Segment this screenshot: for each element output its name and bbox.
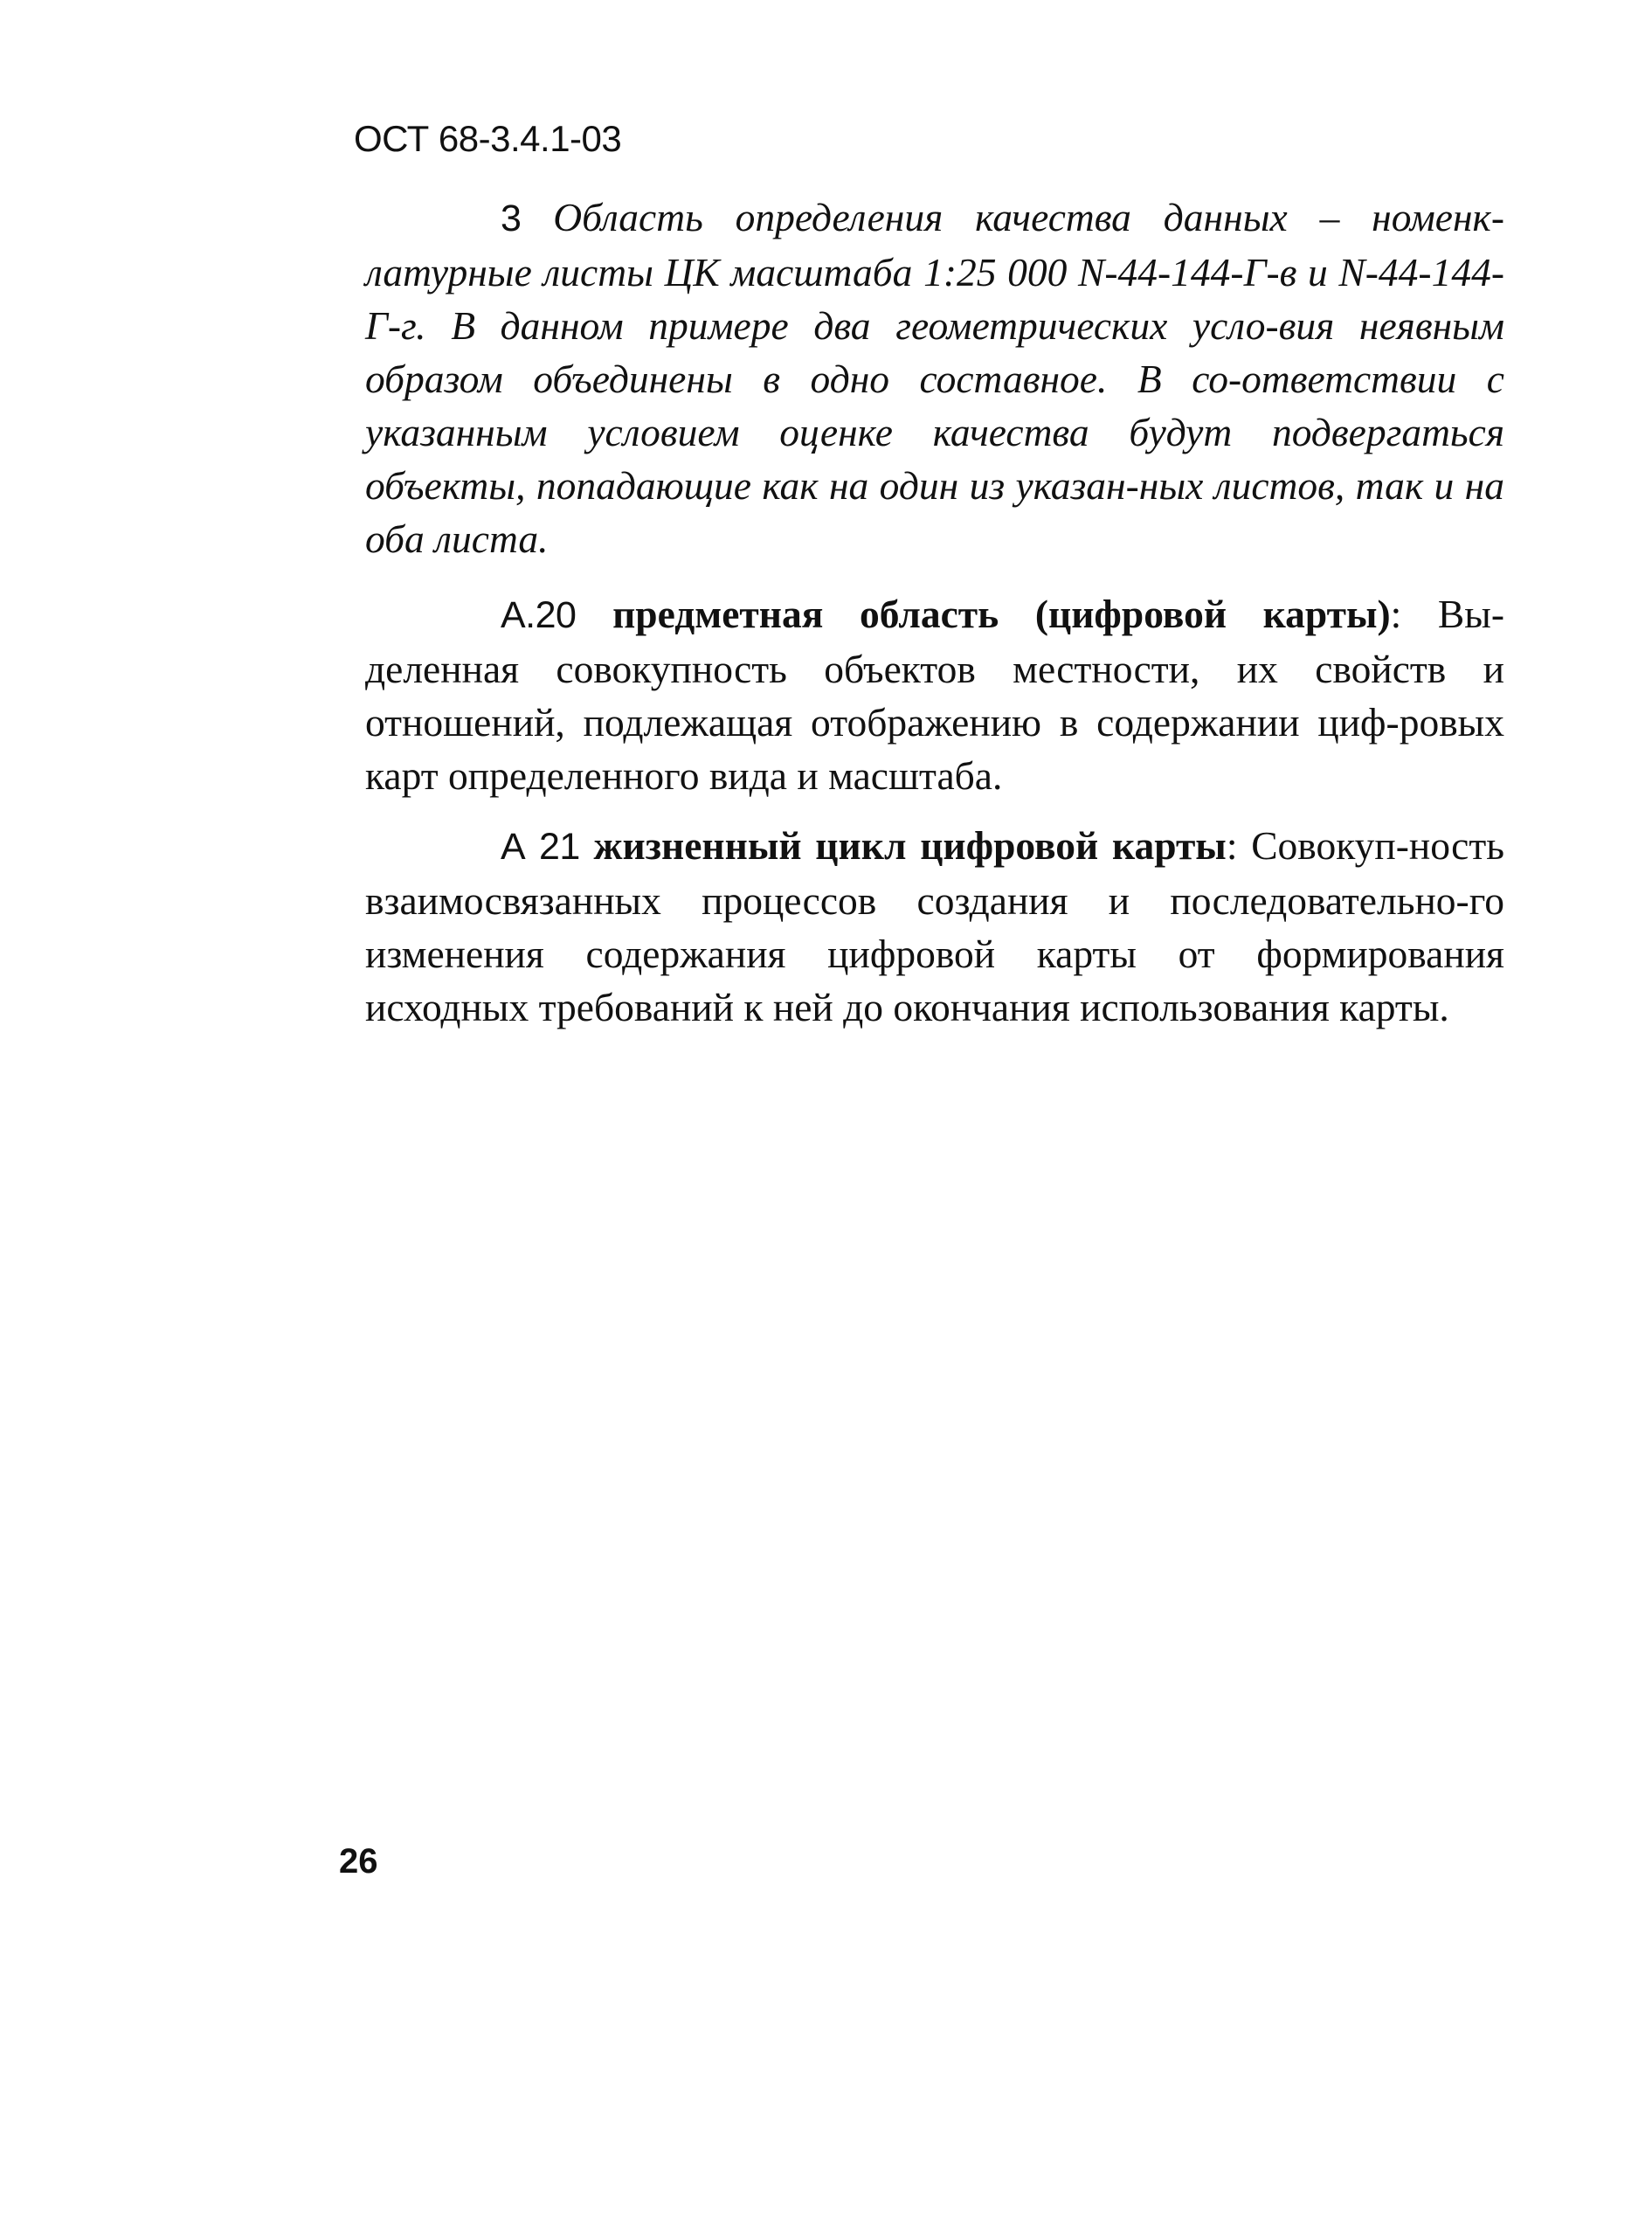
page-number: 26 [339,1842,378,1881]
term-definition-a21: Совокуп-ность взаимосвязанных процессов создания и последовательно-го изменения содержания цифровой карты от формирования исходных требований к ней до окончания использования карты. [365,823,1504,1029]
term-separator-a20: : [1390,592,1402,636]
note-paragraph [365,191,1504,565]
term-definition-a20: Вы-деленная совокупность объектов местности, их свойств и отношений, подлежащая отображению в содержании циф-ровых карт определенного вида и масштаба. [365,592,1504,798]
term-title-a21: жизненный цикл цифровой карты [593,823,1227,868]
note-number: 3 [501,197,522,239]
term-title-a20: предметная область (цифровой карты) [612,592,1391,636]
term-number-a20: А.20 [501,594,577,636]
document-designation: ОСТ 68-3.4.1-03 [354,118,622,159]
term-paragraph-a21 [365,819,1504,1034]
term-paragraph-a20 [365,587,1504,802]
term-separator-a21: : [1226,823,1238,868]
term-number-a21: А 21 [501,826,580,868]
note-text: Область определения качества данных – номенк-латурные листы ЦК масштаба 1:25 000 N-44-144-Г-в и N-44-144-Г-г. В данном примере два геометрических усло-вия неявным образом объединены в одно составное. В со-ответствии с указанным условием оценке качества будут подвергаться объекты, попадающие как на один из указан-ных листов, так и на оба листа. [365,195,1504,561]
